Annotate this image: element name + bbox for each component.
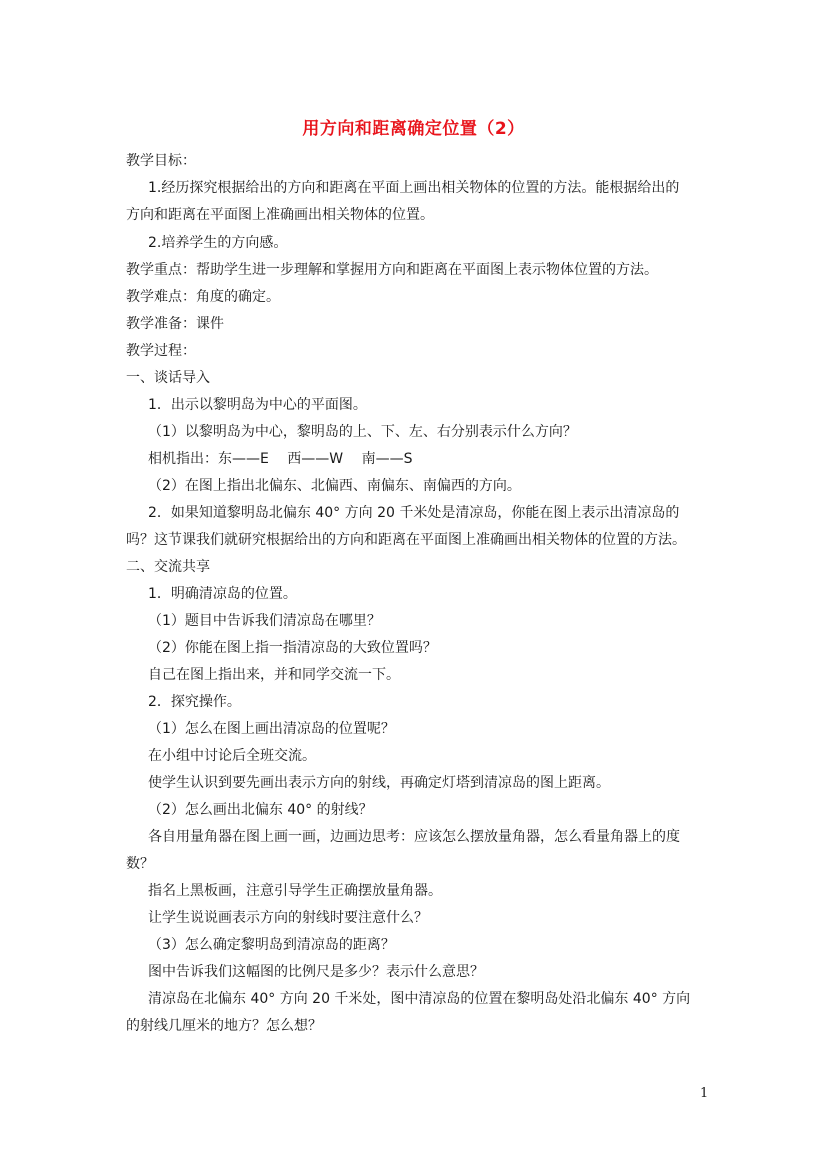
text-line: 教学过程：	[126, 343, 196, 359]
document-title: 用方向和距离确定位置（2）	[302, 119, 525, 139]
text-line: （2）怎么画出北偏东 40° 的射线？	[148, 802, 373, 818]
text-line: 教学准备：课件	[126, 316, 224, 332]
text-line: （2）在图上指出北偏东、北偏西、南偏东、南偏西的方向。	[148, 478, 521, 494]
text-line: 教学目标：	[126, 153, 196, 169]
section-heading: 二、交流共享	[126, 559, 210, 575]
text-line: 让学生说说画表示方向的射线时要注意什么？	[148, 910, 428, 926]
text-line: 在小组中讨论后全班交流。	[148, 748, 316, 764]
text-line: 教学重点：帮助学生进一步理解和掌握用方向和距离在平面图上表示物体位置的方法。	[126, 262, 658, 278]
text-line: 1．出示以黎明岛为中心的平面图。	[148, 397, 367, 413]
text-line: （1）怎么在图上画出清凉岛的位置呢？	[148, 721, 395, 737]
text-line: （1）以黎明岛为中心，黎明岛的上、下、左、右分别表示什么方向？	[148, 424, 577, 440]
text-line: （1）题目中告诉我们清凉岛在哪里？	[148, 613, 381, 629]
text-line: 清凉岛在北偏东 40° 方向 20 千米处，图中清凉岛的位置在黎明岛处沿北偏东 40° 方向	[148, 991, 691, 1007]
text-line: 2.培养学生的方向感。	[148, 235, 288, 251]
text-line: 方向和距离在平面图上准确画出相关物体的位置。	[126, 207, 434, 223]
text-line: 各自用量角器在图上画一画，边画边思考：应该怎么摆放量角器，怎么看量角器上的度	[148, 829, 680, 845]
text-line: 2．探究操作。	[148, 694, 241, 710]
text-line: 图中告诉我们这幅图的比例尺是多少？表示什么意思？	[148, 964, 484, 980]
text-line: 使学生认识到要先画出表示方向的射线，再确定灯塔到清凉岛的图上距离。	[148, 775, 610, 791]
text-line: 教学难点：角度的确定。	[126, 289, 280, 305]
text-line: 1.经历探究根据给出的方向和距离在平面上画出相关物体的位置的方法。能根据给出的	[148, 180, 680, 196]
text-line: （2）你能在图上指一指清凉岛的大致位置吗？	[148, 640, 437, 656]
text-line: 吗？这节课我们就研究根据给出的方向和距离在平面图上准确画出相关物体的位置的方法。	[126, 532, 686, 548]
text-line: （3）怎么确定黎明岛到清凉岛的距离？	[148, 937, 395, 953]
text-line: 1．明确清凉岛的位置。	[148, 586, 297, 602]
text-line: 指名上黑板画，注意引导学生正确摆放量角器。	[148, 883, 442, 899]
text-line: 相机指出：东——E 西——W 南——S	[148, 451, 413, 467]
page-number: 1	[700, 1086, 709, 1101]
text-line: 数？	[126, 856, 154, 872]
text-line: 的射线几厘米的地方？怎么想？	[126, 1018, 322, 1034]
text-line: 2．如果知道黎明岛北偏东 40° 方向 20 千米处是清凉岛，你能在图上表示出清凉岛的	[148, 505, 680, 521]
text-line: 自己在图上指出来，并和同学交流一下。	[148, 667, 400, 683]
section-heading: 一、谈话导入	[126, 370, 210, 386]
